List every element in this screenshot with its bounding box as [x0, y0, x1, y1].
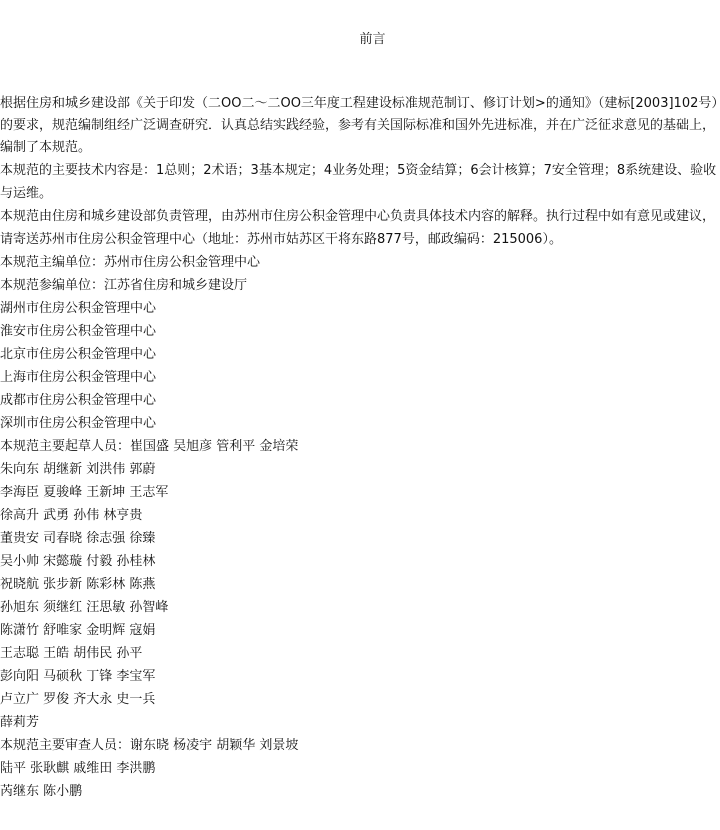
participating-unit-line: 淮安市住房公积金管理中心: [0, 324, 157, 339]
participating-unit-line: 深圳市住房公积金管理中心: [0, 416, 157, 431]
drafters-line: 陈潇竹 舒唯家 金明辉 寇娟: [0, 623, 156, 638]
drafters-line: 彭向阳 马硕秋 丁锋 李宝军: [0, 669, 156, 684]
reviewers-line: 芮继东 陈小鹏: [0, 784, 83, 799]
drafters-line: 薛莉芳: [0, 715, 40, 730]
reviewers-line: 本规范主要审查人员：谢东晓 杨凌宇 胡颖华 刘景坡: [0, 738, 299, 753]
participating-unit-line: 本规范参编单位：江苏省住房和城乡建设厅: [0, 278, 248, 293]
participating-unit-line: 成都市住房公积金管理中心: [0, 393, 157, 408]
drafters-line: 王志聪 王皓 胡伟民 孙平: [0, 646, 143, 661]
chief-editor-unit-line: 本规范主编单位：苏州市住房公积金管理中心: [0, 255, 261, 270]
document-body: [0, 93, 718, 803]
reviewers-line: 陆平 张耿麒 戚维田 李洪鹏: [0, 761, 156, 776]
drafters-line: 董贵安 司春晓 徐志强 徐臻: [0, 531, 156, 546]
drafters-line: 朱向东 胡继新 刘洪伟 郭蔚: [0, 462, 156, 477]
drafters-line: 徐高升 武勇 孙伟 林亨贵: [0, 508, 143, 523]
participating-unit-line: 湖州市住房公积金管理中心: [0, 301, 157, 316]
drafters-line: 李海臣 夏骏峰 王新坤 王志军: [0, 485, 169, 500]
drafters-line: 卢立广 罗俊 齐大永 史一兵: [0, 692, 156, 707]
participating-unit-line: 上海市住房公积金管理中心: [0, 370, 157, 385]
drafters-line: 祝晓航 张步新 陈彩林 陈燕: [0, 577, 156, 592]
drafters-line: 本规范主要起草人员：崔国盛 吴旭彦 管利平 金培荣: [0, 439, 299, 454]
drafters-line: 孙旭东 须继红 汪思敏 孙智峰: [0, 600, 169, 615]
page-title: 前言: [359, 32, 386, 47]
drafters-line: 吴小帅 宋懿璇 付毅 孙桂林: [0, 554, 156, 569]
participating-unit-line: 北京市住房公积金管理中心: [0, 347, 157, 362]
intro-paragraph: 根据住房和城乡建设部《关于印发（二OO二～二OO三年度工程建设标准规范制订、修订计划>的通知》（建标[2003]102号）的要求，规范编制组经广泛调查研究．认真总结实践经验，参考有关国际标准和国外先进标准，并在广泛征求意见的基础上，编制了本规范。: [0, 96, 718, 155]
management-paragraph: 本规范由住房和城乡建设部负责管理，由苏州市住房公积金管理中心负责具体技术内容的解释。执行过程中如有意见或建议，请寄送苏州市住房公积金管理中心（地址：苏州市姑苏区干将东路877号，邮政编码：215006）。: [0, 209, 716, 247]
technical-content-paragraph: 本规范的主要技术内容是：1总则；2术语；3基本规定；4业务处理；5资金结算；6会计核算；7安全管理；8系统建设、验收与运维。: [0, 163, 717, 201]
